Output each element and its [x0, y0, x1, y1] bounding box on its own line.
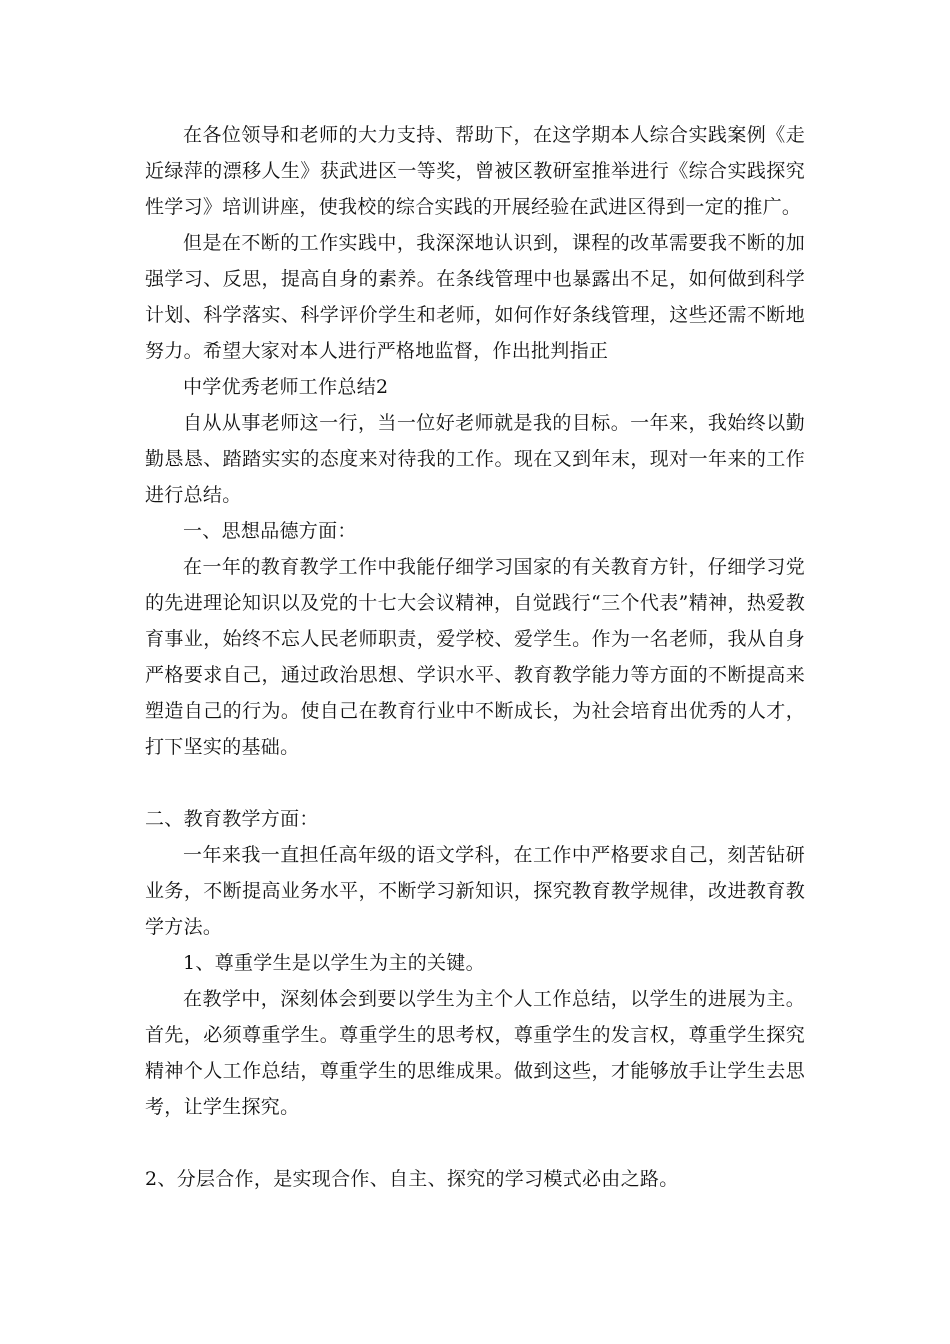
section-title-summary-2: 中学优秀老师工作总结2	[183, 376, 389, 398]
subheading-layered-cooperation: 2、分层合作，是实现合作、自主、探究的学习模式必由之路。	[145, 1168, 679, 1190]
heading-moral-aspect: 一、思想品德方面：	[183, 520, 357, 542]
paragraph-respect: 在教学中，深刻体会到要以学生为主个人工作总结，以学生的进展为主。首先，必须尊重学生。尊重学生的思考权，尊重学生的发言权，尊重学生探究精神个人工作总结，尊重学生的思维成果。做到这些，才能够放手让学生去思考，让学生探究。	[145, 988, 805, 1118]
subheading-respect-students: 1、尊重学生是以学生为主的关键。	[183, 952, 485, 974]
document-body	[145, 117, 805, 1197]
heading-teaching-aspect: 二、教育教学方面：	[145, 808, 319, 830]
paragraph-reflection: 但是在不断的工作实践中，我深深地认识到，课程的改革需要我不断的加强学习、反思，提高自身的素养。在条线管理中也暴露出不足，如何做到科学计划、科学落实、科学评价学生和老师，如何作好条线管理，这些还需不断地努力。希望大家对本人进行严格地监督，作出批判指正	[145, 232, 805, 362]
paragraph-award: 在各位领导和老师的大力支持、帮助下，在这学期本人综合实践案例《走近绿萍的漂移人生》获武进区一等奖，曾被区教研室推举进行《综合实践探究性学习》培训讲座，使我校的综合实践的开展经验在武进区得到一定的推广。	[145, 124, 805, 218]
blank-line	[145, 765, 805, 801]
paragraph-teaching: 一年来我一直担任高年级的语文学科，在工作中严格要求自己，刻苦钻研业务，不断提高业务水平，不断学习新知识，探究教育教学规律，改进教育教学方法。	[145, 844, 805, 938]
paragraph-moral: 在一年的教育教学工作中我能仔细学习国家的有关教育方针，仔细学习党的先进理论知识以及党的十七大会议精神，自觉践行“三个代表”精神，热爱教育事业，始终不忘人民老师职责，爱学校、爱学生。作为一名老师，我从自身严格要求自己，通过政治思想、学识水平、教育教学能力等方面的不断提高来塑造自己的行为。使自己在教育行业中不断成长，为社会培育出优秀的人才，打下坚实的基础。	[145, 556, 805, 758]
paragraph-intro: 自从从事老师这一行，当一位好老师就是我的目标。一年来，我始终以勤勤恳恳、踏踏实实的态度来对待我的工作。现在又到年末，现对一年来的工作进行总结。	[145, 412, 805, 506]
blank-line	[145, 1125, 805, 1161]
